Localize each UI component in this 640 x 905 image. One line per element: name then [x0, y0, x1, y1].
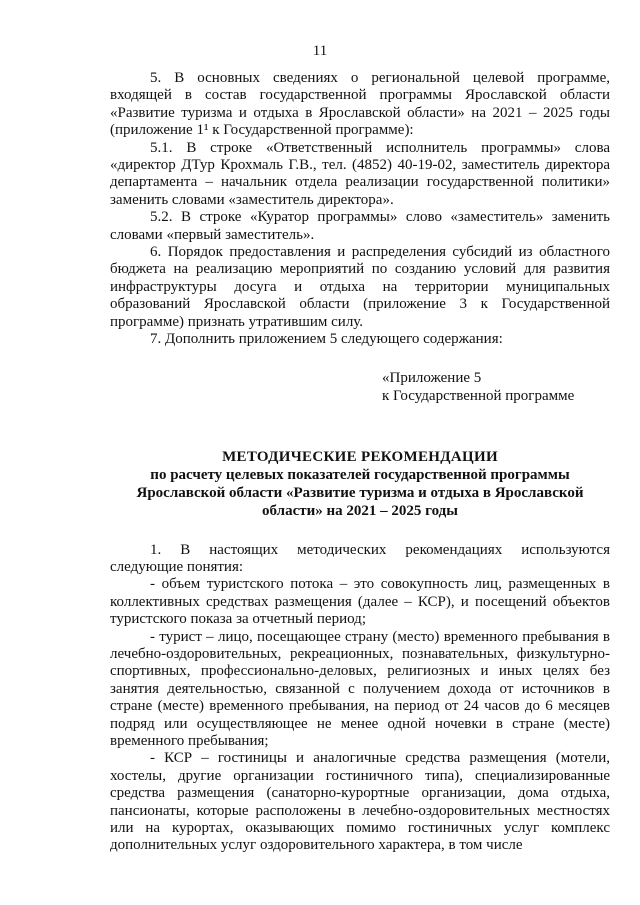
paragraph-5: 5. В основных сведениях о региональной целевой программе, входящей в состав государственной программы Ярославской области «Развитие туризма и отдыха в Ярославской области» на 2021 – 2025 годы (приложение 1¹ к Государственной программе): [110, 70, 610, 139]
appendix-line-2: к Государственной программе [382, 387, 575, 404]
heading-title: МЕТОДИЧЕСКИЕ РЕКОМЕНДАЦИИ [222, 448, 498, 465]
document-body [110, 70, 610, 855]
definition-tourist: - турист – лицо, посещающее страну (место) временного пребывания в лечебно-оздоровительных, рекреационных, познавательных, физкультурно-спортивных, профессионально-деловых, религиозных и иных целях без занятия деятельностью, связанной с получением дохода от источников в стране (месте) временного пребывания, на период от 24 часов до 6 месяцев подряд или осуществляющее не менее одной ночевки в стране (месте) временного пребывания; [110, 628, 610, 749]
paragraph-7: 7. Дополнить приложением 5 следующего содержания: [150, 331, 503, 348]
definitions-intro: 1. В настоящих методических рекомендациях используются следующие понятия: [110, 541, 610, 575]
page-number: 11 [312, 43, 328, 59]
paragraph-5-1: 5.1. В строке «Ответственный исполнитель программы» слова «директор ДТур Крохмаль Г.В., тел. (4852) 40-19-02, заместитель директора департамента – начальник отдела реализации государственной политики» заменить словами «заместитель директора». [110, 139, 610, 208]
definition-tourist-flow: - объем туристского потока – это совокупность лиц, размещенных в коллективных средствах размещения (далее – КСР), и посещений объектов туристского показа за отчетный период; [110, 576, 610, 628]
definition-ksr: - КСР – гостиницы и аналогичные средства размещения (мотели, хостелы, другие организации гостиничного типа), специализированные средства размещения (санаторно-курортные организации, дома отдыха, пансионаты, которые расположены в лечебно-оздоровительных местностях или на курортах, оказывающих помимо гостиничных услуг комплекс дополнительных услуг оздоровительного характера, в том числе [110, 750, 610, 854]
recommendations-body [110, 542, 610, 855]
paragraph-5-2: 5.2. В строке «Куратор программы» слово «заместитель» заменить словами «первый заместитель». [110, 209, 610, 243]
appendix-line-1: «Приложение 5 [382, 369, 482, 386]
paragraph-6: 6. Порядок предоставления и распределения субсидий из областного бюджета на реализацию мероприятий по созданию условий для развития инфраструктуры досуга и отдыха на территории муниципальных образований Ярославской области (приложение 3 к Государственной программе) признать утратившим силу. [110, 244, 610, 330]
appendix-header [382, 369, 610, 405]
heading-subtitle: по расчету целевых показателей государственной программы Ярославской области «Развитие туризма и отдыха в Ярославской области» на 2021 – 2025 годы [136, 466, 584, 519]
document-heading [110, 448, 610, 520]
